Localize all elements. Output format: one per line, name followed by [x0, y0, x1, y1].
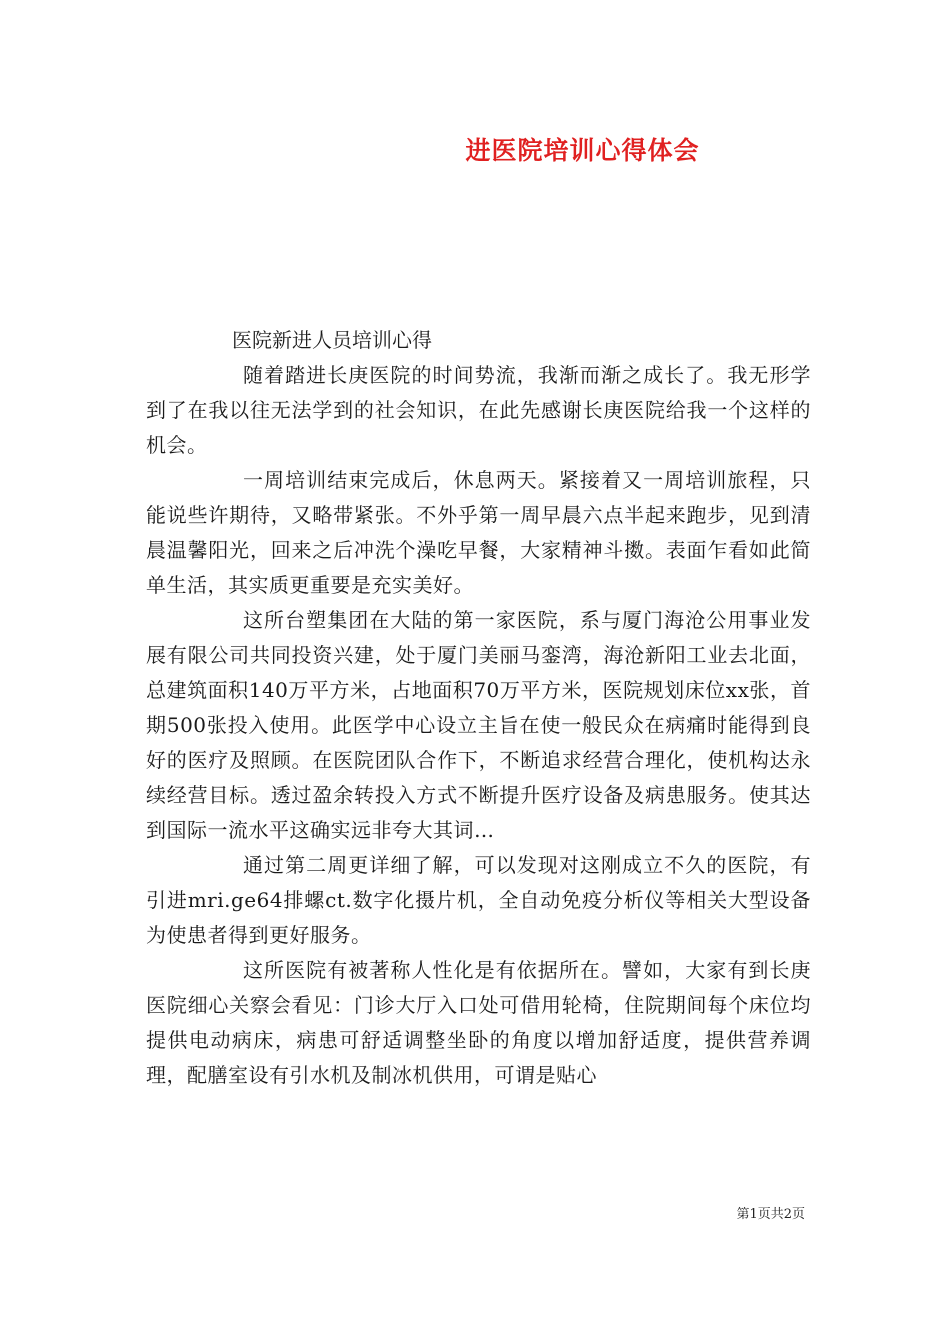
paragraph-1: 随着踏进长庚医院的时间势流，我渐而渐之成长了。我无形学到了在我以往无法学到的社会知识，在此先感谢长庚医院给我一个这样的机会。 — [146, 363, 811, 457]
paragraph-2: 一周培训结束完成后，休息两天。紧接着又一周培训旅程，只能说些许期待，又略带紧张。不外乎第一周早晨六点半起来跑步，见到清晨温馨阳光，回来之后冲洗个澡吃早餐，大家精神斗擞。表面乍看如此简单生活，其实质更重要是充实美好。 — [146, 468, 811, 597]
document-subtitle: 医院新进人员培训心得 — [232, 328, 432, 352]
paragraph-5: 这所医院有被著称人性化是有依据所在。譬如，大家有到长庚医院细心关察会看见：门诊大厅入口处可借用轮椅，住院期间每个床位均提供电动病床，病患可舒适调整坐卧的角度以增加舒适度，提供营养调理，配膳室设有引水机及制冰机供用，可谓是贴心 — [146, 958, 811, 1087]
document-title: 进医院培训心得体会 — [465, 136, 700, 165]
paragraph-4: 通过第二周更详细了解，可以发现对这刚成立不久的医院，有引进mri.ge64排螺ct.数字化摄片机，全自动免疫分析仪等相关大型设备为使患者得到更好服务。 — [146, 853, 811, 947]
document-body — [146, 323, 811, 1093]
paragraph-3: 这所台塑集团在大陆的第一家医院，系与厦门海沧公用事业发展有限公司共同投资兴建，处于厦门美丽马銮湾，海沧新阳工业去北面，总建筑面积140万平方米，占地面积70万平方米，医院规划床位xx张，首期500张投入使用。此医学中心设立主旨在使一般民众在病痛时能得到良好的医疗及照顾。在医院团队合作下，不断追求经营合理化，使机构达永续经营目标。透过盈余转投入方式不断提升医疗设备及病患服务。使其达到国际一流水平这确实远非夸大其词… — [146, 608, 811, 842]
page-number: 第1页共2页 — [736, 1207, 805, 1222]
